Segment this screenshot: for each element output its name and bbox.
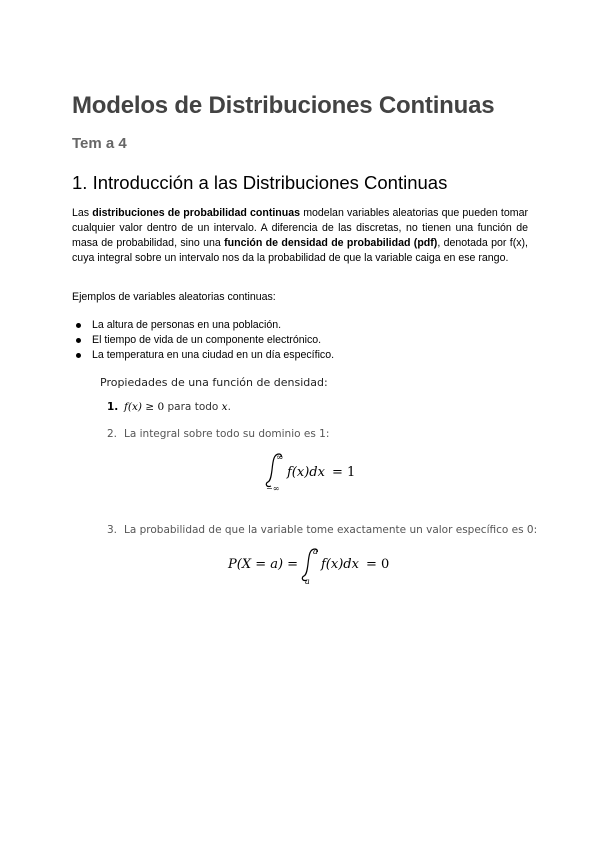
math-expression: f(x) <box>124 401 143 413</box>
bullet-icon <box>76 323 81 328</box>
property-item-3 <box>107 524 537 536</box>
equation-rhs: = 1 <box>332 465 356 480</box>
intro-paragraph <box>72 206 528 266</box>
math-variable: x <box>221 401 228 413</box>
item-number: 2. <box>107 428 118 440</box>
integral-equation-2 <box>225 546 395 586</box>
list-item-text: La temperatura en una ciudad en un día específico. <box>92 349 335 361</box>
bullet-icon <box>76 353 81 358</box>
lower-limit: −∞ <box>266 484 280 492</box>
integral-equation-1 <box>262 450 362 492</box>
upper-limit: ∞ <box>276 453 284 463</box>
examples-list <box>72 318 334 363</box>
paragraph-text: modelan variables aleatorias que pueden tomar cualquier valor dentro de un intervalo. A diferencia de las discretas, no tienen una función de masa de probabilidad, sino una <box>72 207 528 249</box>
paragraph-text: , denotada por f(x), cuya integral sobre un intervalo nos da la probabilidad de que la variable caiga en ese rango. <box>72 237 528 264</box>
equation-lhs: P(X = a) = <box>228 557 299 572</box>
upper-limit: a <box>313 547 318 556</box>
document-subtitle: Tem a 4 <box>72 135 127 152</box>
paragraph-bold-term: función de densidad de probabilidad (pdf) <box>224 237 438 249</box>
list-item-text: La altura de personas en una población. <box>92 319 282 331</box>
integrand: f(x)dx <box>321 557 359 572</box>
lower-limit: a <box>305 577 310 586</box>
item-text: para todo <box>164 401 222 413</box>
list-item <box>72 318 334 333</box>
item-text: La probabilidad de que la variable tome exactamente un valor específico es 0: <box>124 524 538 536</box>
property-item-2 <box>107 428 329 440</box>
examples-intro: Ejemplos de variables aleatorias continuas: <box>72 291 276 303</box>
list-item <box>72 333 334 348</box>
list-item-text: El tiempo de vida de un componente electrónico. <box>92 334 322 346</box>
properties-heading: Propiedades de una función de densidad: <box>100 376 328 389</box>
section-heading: 1. Introducción a las Distribuciones Continuas <box>72 172 448 193</box>
property-item-1 <box>107 401 231 413</box>
list-item <box>72 348 334 363</box>
item-number: 1. <box>107 401 119 413</box>
equation-rhs: = 0 <box>366 557 390 572</box>
item-number: 3. <box>107 524 118 536</box>
document-title: Modelos de Distribuciones Continuas <box>72 92 495 119</box>
item-text: La integral sobre todo su dominio es 1: <box>124 428 330 440</box>
paragraph-bold-term: distribuciones de probabilidad continuas <box>92 207 301 219</box>
item-text: . <box>227 401 231 413</box>
bullet-icon <box>76 338 81 343</box>
paragraph-text: Las <box>72 207 93 219</box>
math-relation: ≥ 0 <box>142 401 165 413</box>
integrand: f(x)dx <box>287 465 325 480</box>
